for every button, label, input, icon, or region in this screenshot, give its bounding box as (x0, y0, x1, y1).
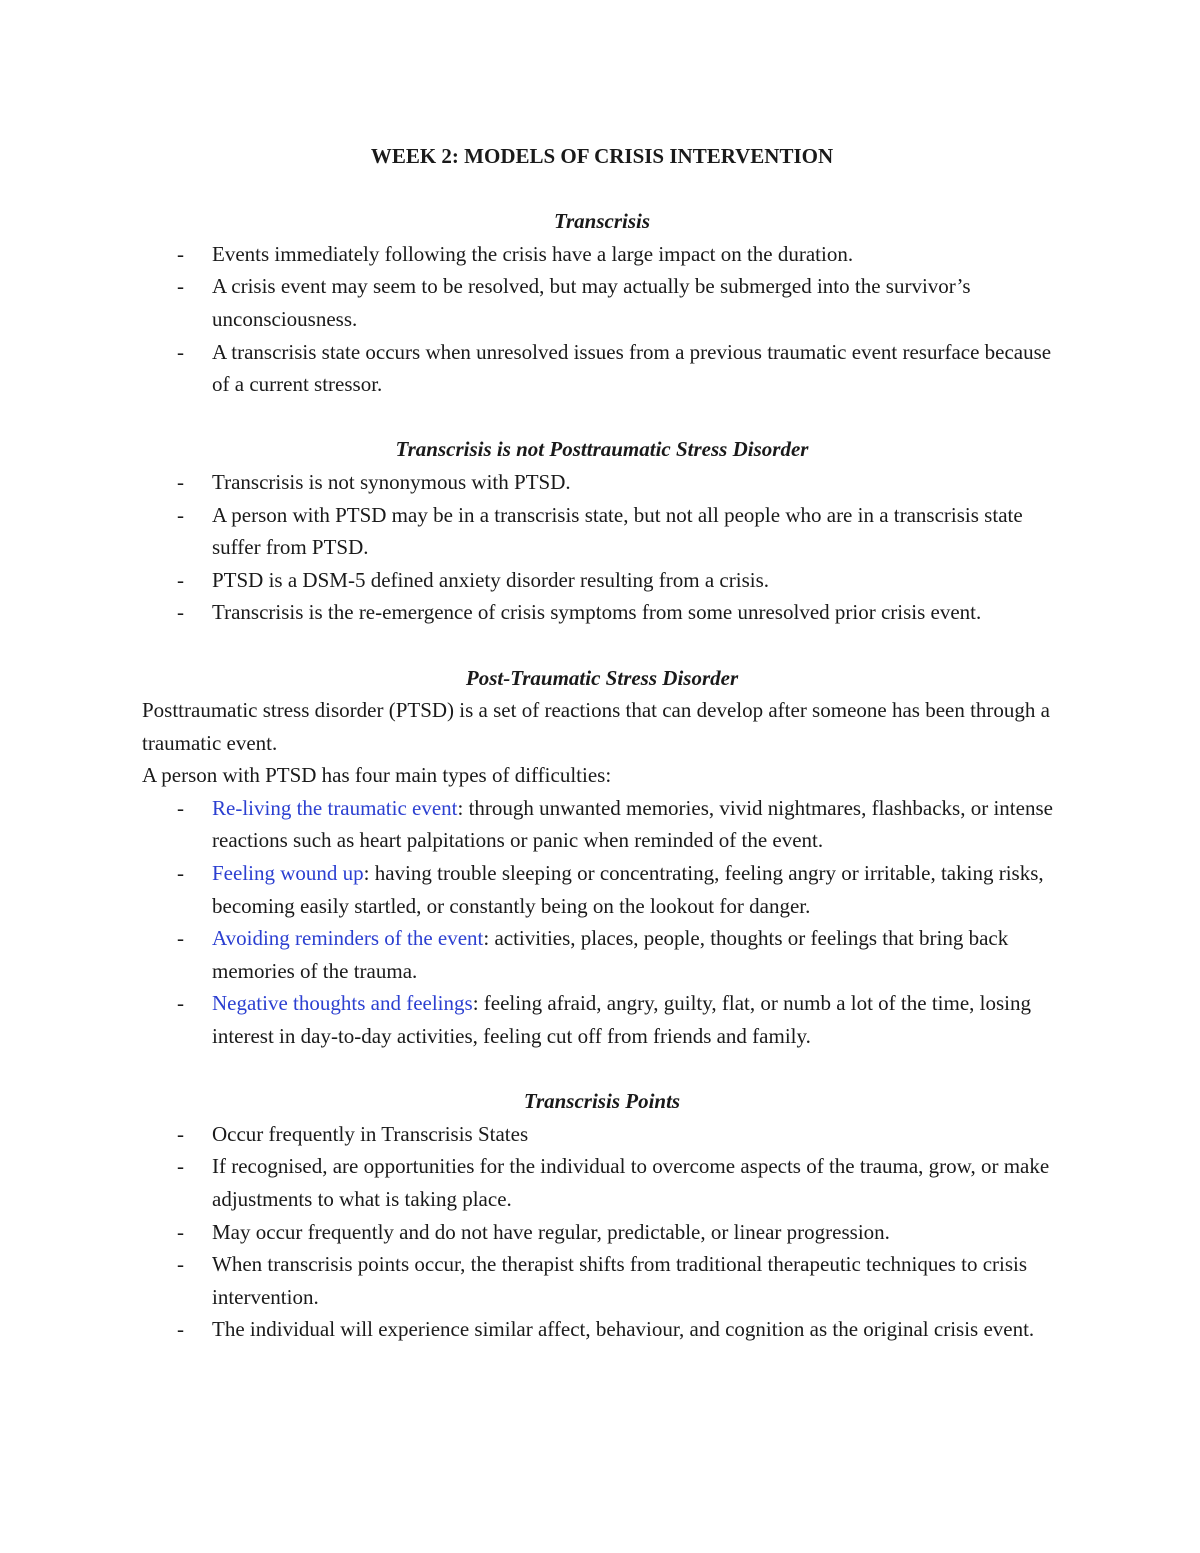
list-item-text: A crisis event may seem to be resolved, but may actually be submerged into the survivor’s unconsciousness. (212, 274, 971, 331)
list-item-text: The individual will experience similar affect, behaviour, and cognition as the original crisis event. (212, 1317, 1035, 1342)
ptsd-difficulties-list (142, 792, 1062, 1053)
bullet-dash: - (177, 1219, 184, 1244)
bullet-dash: - (177, 567, 184, 592)
spacer (142, 173, 1062, 206)
transcrisis-points-list (142, 1118, 1062, 1346)
bullet-dash: - (177, 1154, 184, 1179)
difficulty-term: Re-living the traumatic event (212, 795, 458, 820)
list-item-text: Transcrisis is the re-emergence of crisis symptoms from some unresolved prior crisis event. (212, 600, 982, 625)
list-item-text: If recognised, are opportunities for the individual to overcome aspects of the trauma, grow, or make adjustments to what is taking place. (212, 1154, 1050, 1211)
list-item (142, 792, 1062, 857)
ptsd-definition-paragraph: Posttraumatic stress disorder (PTSD) is a set of reactions that can develop after someone has been through a traumatic event. (142, 698, 1050, 755)
bullet-dash: - (177, 469, 184, 494)
bullet-dash: - (177, 1252, 184, 1277)
list-item (142, 336, 1062, 401)
bullet-dash: - (177, 1121, 184, 1146)
list-item (142, 596, 1062, 629)
list-item-text: Events immediately following the crisis have a large impact on the duration. (212, 241, 854, 266)
bullet-dash: - (177, 1317, 184, 1342)
difficulty-description: : feeling afraid, angry, guilty, flat, or numb a lot of the time, losing interest in day-to-day activities, feeling cut off from friends and family. (212, 991, 1031, 1049)
list-item (142, 466, 1062, 499)
list-item-text: PTSD is a DSM-5 defined anxiety disorder resulting from a crisis. (212, 567, 769, 592)
list-item (142, 987, 1062, 1052)
bullet-dash: - (177, 502, 184, 527)
difficulty-description: : having trouble sleeping or concentrating, feeling angry or irritable, taking risks, becoming easily startled, or constantly being on the lookout for danger. (212, 861, 1044, 918)
list-item-text: When transcrisis points occur, the therapist shifts from traditional therapeutic techniques to crisis intervention. (212, 1252, 1028, 1309)
spacer (142, 629, 1062, 662)
list-item (142, 1313, 1062, 1346)
list-item (142, 270, 1062, 335)
list-item-text: Occur frequently in Transcrisis States (212, 1121, 529, 1146)
bullet-dash: - (177, 600, 184, 625)
transcrisis-list (142, 238, 1062, 401)
spacer (142, 1053, 1062, 1086)
bullet-dash: - (177, 991, 184, 1016)
list-item (142, 922, 1062, 987)
list-item (142, 499, 1062, 564)
bullet-dash: - (177, 795, 184, 820)
section-heading-transcrisis-points: Transcrisis Points (523, 1089, 681, 1114)
list-item (142, 564, 1062, 597)
bullet-dash: - (177, 241, 184, 266)
bullet-dash: - (177, 861, 184, 886)
spacer (142, 401, 1062, 434)
bullet-dash: - (177, 926, 184, 951)
list-item-text: Transcrisis is not synonymous with PTSD. (212, 469, 571, 494)
difficulty-description: : activities, places, people, thoughts or feelings that bring back memories of the trauma. (212, 926, 1009, 983)
difficulty-term: Feeling wound up (212, 861, 364, 886)
list-item (142, 1216, 1062, 1249)
list-item-text: May occur frequently and do not have regular, predictable, or linear progression. (212, 1219, 890, 1244)
section-heading-transcrisis-not-ptsd: Transcrisis is not Posttraumatic Stress Disorder (395, 437, 809, 462)
difficulty-term: Negative thoughts and feelings (212, 991, 473, 1016)
list-item (142, 1150, 1062, 1215)
section-heading-transcrisis: Transcrisis (553, 209, 651, 234)
difficulty-term: Avoiding reminders of the event (212, 926, 484, 951)
document-body (142, 140, 1062, 1346)
bullet-dash: - (177, 274, 184, 299)
list-item (142, 1118, 1062, 1151)
ptsd-difficulties-intro: A person with PTSD has four main types of difficulties: (142, 763, 612, 788)
list-item-text: A person with PTSD may be in a transcrisis state, but not all people who are in a transcrisis state suffer from PTSD. (212, 502, 1023, 560)
list-item (142, 238, 1062, 271)
document-title: WEEK 2: MODELS OF CRISIS INTERVENTION (370, 144, 834, 168)
list-item (142, 857, 1062, 922)
difficulty-description: : through unwanted memories, vivid nightmares, flashbacks, or intense reactions such as heart palpitations or panic when reminded of the event. (212, 795, 1053, 853)
list-item (142, 1248, 1062, 1313)
section-heading-ptsd: Post-Traumatic Stress Disorder (465, 665, 739, 690)
list-item-text: A transcrisis state occurs when unresolved issues from a previous traumatic event resurface because of a current stressor. (212, 339, 1052, 397)
transcrisis-not-ptsd-list (142, 466, 1062, 629)
bullet-dash: - (177, 339, 184, 364)
